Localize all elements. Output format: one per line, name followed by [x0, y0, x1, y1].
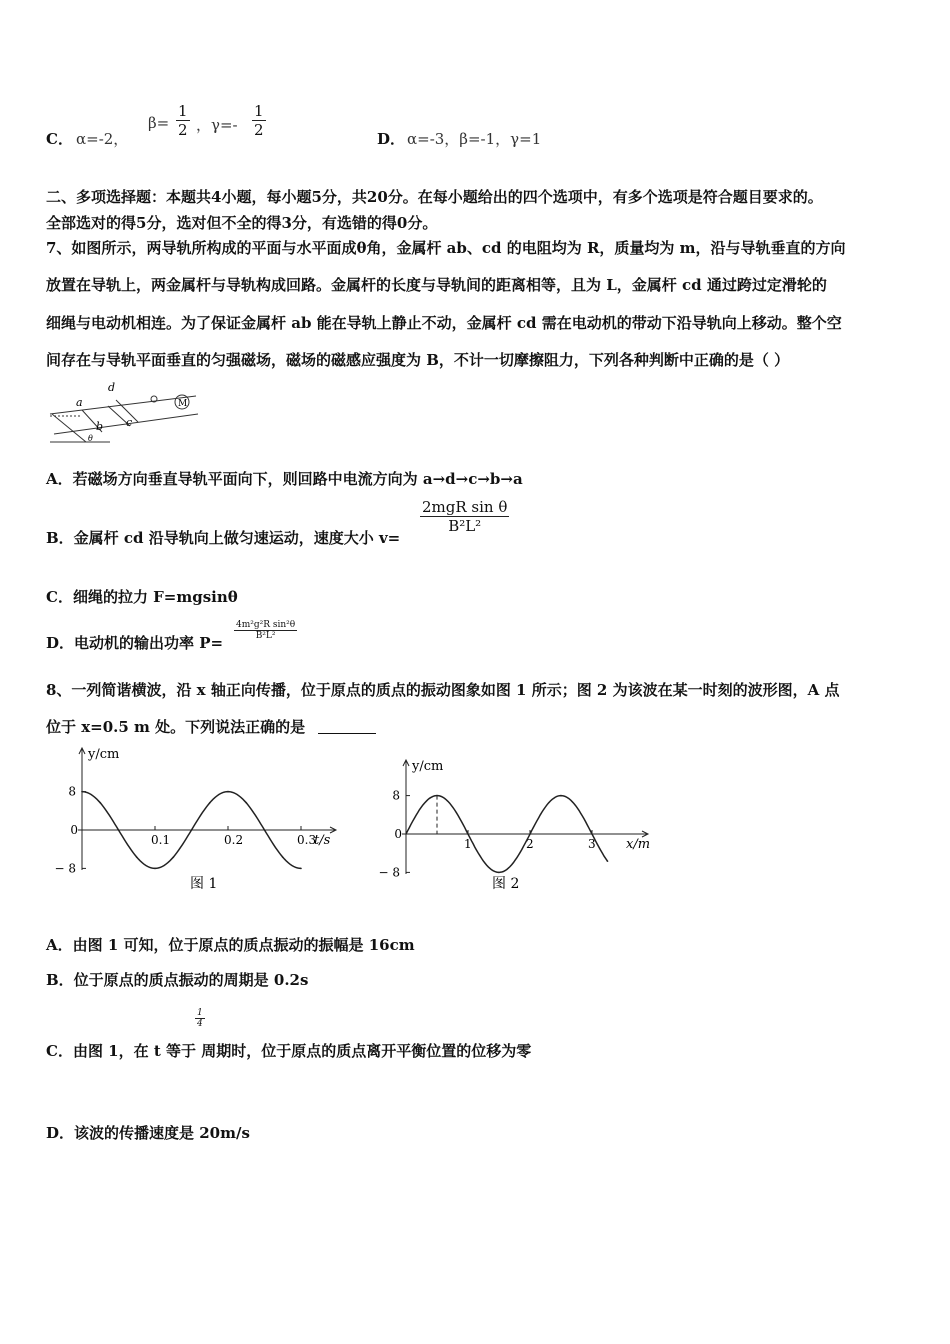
- fraction-numerator: 2mgR sin θ: [422, 498, 508, 516]
- fraction-numerator: 1: [197, 1008, 203, 1018]
- chart-caption: 图 1: [190, 876, 218, 892]
- rail-left-edge: [52, 414, 86, 442]
- waveform-graph: [376, 756, 656, 900]
- q6-option-c-beta-fraction: [176, 102, 190, 139]
- q8-option-a: A．由图 1 可知，位于原点的质点振动的振幅是 16cm: [46, 936, 415, 954]
- label-a: a: [76, 396, 83, 409]
- label-c: c: [126, 416, 133, 429]
- q7-option-d: D．电动机的输出功率 P=: [46, 634, 224, 652]
- y-tick-label: 8: [392, 788, 400, 803]
- section-heading-line-1: 二、多项选择题：本题共4小题，每小题5分，共20分。在每小题给出的四个选项中，有多个选项是符合题目要求的。: [46, 188, 823, 206]
- fraction-denominator: 4: [197, 1019, 203, 1029]
- section-heading-line-2: 全部选对的得5分，选对但不全的得3分，有选错的得0分。: [46, 214, 438, 232]
- q6-option-c-gamma-fraction: [252, 102, 266, 139]
- x-tick-label: 0.1: [151, 833, 171, 847]
- data-point: [529, 833, 531, 835]
- origin-label: 0: [70, 823, 78, 837]
- q7-option-b-fraction: [420, 498, 509, 535]
- q7-option-d-fraction: [234, 620, 297, 641]
- label-theta: θ: [88, 434, 93, 443]
- origin-label: 0: [394, 827, 402, 841]
- q7-stem-line-2: 放置在导轨上，两金属杆与导轨构成回路。金属杆的长度与导轨间的距离相等，且为 L，金属杆 cd 通过跨过定滑轮的: [46, 276, 827, 294]
- q8-option-c: C．由图 1，在 t 等于 周期时，位于原点的质点离开平衡位置的位移为零: [46, 1042, 532, 1060]
- q7-option-b: B．金属杆 cd 沿导轨向上做匀速运动，速度大小 v=: [46, 529, 401, 547]
- fraction-denominator: 2: [178, 121, 188, 139]
- fraction-denominator: B²L²: [255, 631, 276, 641]
- data-point: [81, 791, 83, 793]
- data-point: [209, 802, 211, 804]
- data-point: [467, 833, 469, 835]
- data-point: [282, 856, 284, 858]
- fraction-numerator: 4m²g²R sin²θ: [236, 620, 296, 630]
- data-point: [607, 860, 609, 862]
- data-point: [245, 802, 247, 804]
- q7-option-c: C．细绳的拉力 F=mgsinθ: [46, 588, 238, 606]
- data-point: [560, 795, 562, 797]
- q8-stem-line-2: 位于 x=0.5 m 处。下列说法正确的是: [46, 718, 306, 736]
- data-point: [99, 802, 101, 804]
- x-tick-label: 1: [464, 837, 472, 851]
- data-point: [227, 791, 229, 793]
- data-point: [154, 868, 156, 870]
- data-point: [136, 856, 138, 858]
- x-axis-label: t/s: [314, 833, 331, 848]
- data-point: [172, 856, 174, 858]
- fraction-denominator: 2: [254, 121, 264, 139]
- y-tick-label: − 8: [54, 861, 76, 876]
- q7-stem-line-4: 间存在与导轨平面垂直的匀强磁场，磁场的磁感应强度为 B，不计一切摩擦阻力，下列各种判断中正确的是（ ）: [46, 351, 790, 369]
- q8-option-c-fraction: [195, 1008, 205, 1029]
- q7-rails-diagram: [46, 378, 206, 446]
- q7-stem-line-3: 细绳与电动机相连。为了保证金属杆 ab 能在导轨上静止不动，金属杆 cd 需在电动机的带动下沿导轨向上移动。整个空: [46, 314, 842, 332]
- q6-option-c-alpha: α=-2，: [76, 130, 129, 148]
- x-tick-label: 0.3: [297, 833, 317, 847]
- fraction-numerator: 1: [178, 102, 188, 120]
- y-tick-label: − 8: [378, 865, 400, 880]
- q6-option-d-text: α=-3，β=-1，γ=1: [407, 130, 542, 148]
- rail-upper: [50, 396, 196, 414]
- q6-option-d-label: D．: [377, 130, 406, 148]
- fraction-numerator: 1: [254, 102, 264, 120]
- x-axis-label: x/m: [626, 837, 651, 852]
- q6-option-c-beta: β=: [148, 114, 170, 132]
- data-point: [191, 829, 193, 831]
- data-point: [264, 829, 266, 831]
- answer-blank: [318, 733, 376, 734]
- q6-option-c-label: C．: [46, 130, 73, 148]
- q8-stem-line-1: 8、一列简谐横波，沿 x 轴正向传播，位于原点的质点的振动图象如图 1 所示；图 2 为该波在某一时刻的波形图，A 点: [46, 681, 840, 699]
- fraction-denominator: B²L²: [448, 517, 482, 535]
- y-tick-label: 8: [68, 784, 76, 799]
- label-b: b: [96, 420, 104, 433]
- data-point: [405, 833, 407, 835]
- data-point: [118, 829, 120, 831]
- label-motor: M: [178, 399, 188, 409]
- y-axis-label: y/cm: [88, 747, 120, 762]
- x-tick-label: 3: [588, 837, 596, 851]
- x-tick-label: 0.2: [224, 833, 244, 847]
- data-point: [498, 872, 500, 874]
- q8-option-d: D．该波的传播速度是 20m/s: [46, 1124, 250, 1142]
- q8-option-b: B．位于原点的质点振动的周期是 0.2s: [46, 971, 309, 989]
- data-point: [591, 833, 593, 835]
- q7-option-a: A．若磁场方向垂直导轨平面向下，则回路中电流方向为 a→d→c→b→a: [46, 470, 523, 488]
- q7-stem-line-1: 7、如图所示，两导轨所构成的平面与水平面成θ角，金属杆 ab、cd 的电阻均为 R，质量均为 m，沿与导轨垂直的方向: [46, 239, 846, 257]
- chart-caption: 图 2: [492, 876, 520, 892]
- data-point: [300, 868, 302, 870]
- label-d: d: [108, 381, 116, 394]
- q6-option-c-gamma: ，γ=-: [196, 116, 238, 134]
- y-axis-label: y/cm: [412, 759, 444, 774]
- vibration-graph: [46, 742, 346, 900]
- x-tick-label: 2: [526, 837, 534, 851]
